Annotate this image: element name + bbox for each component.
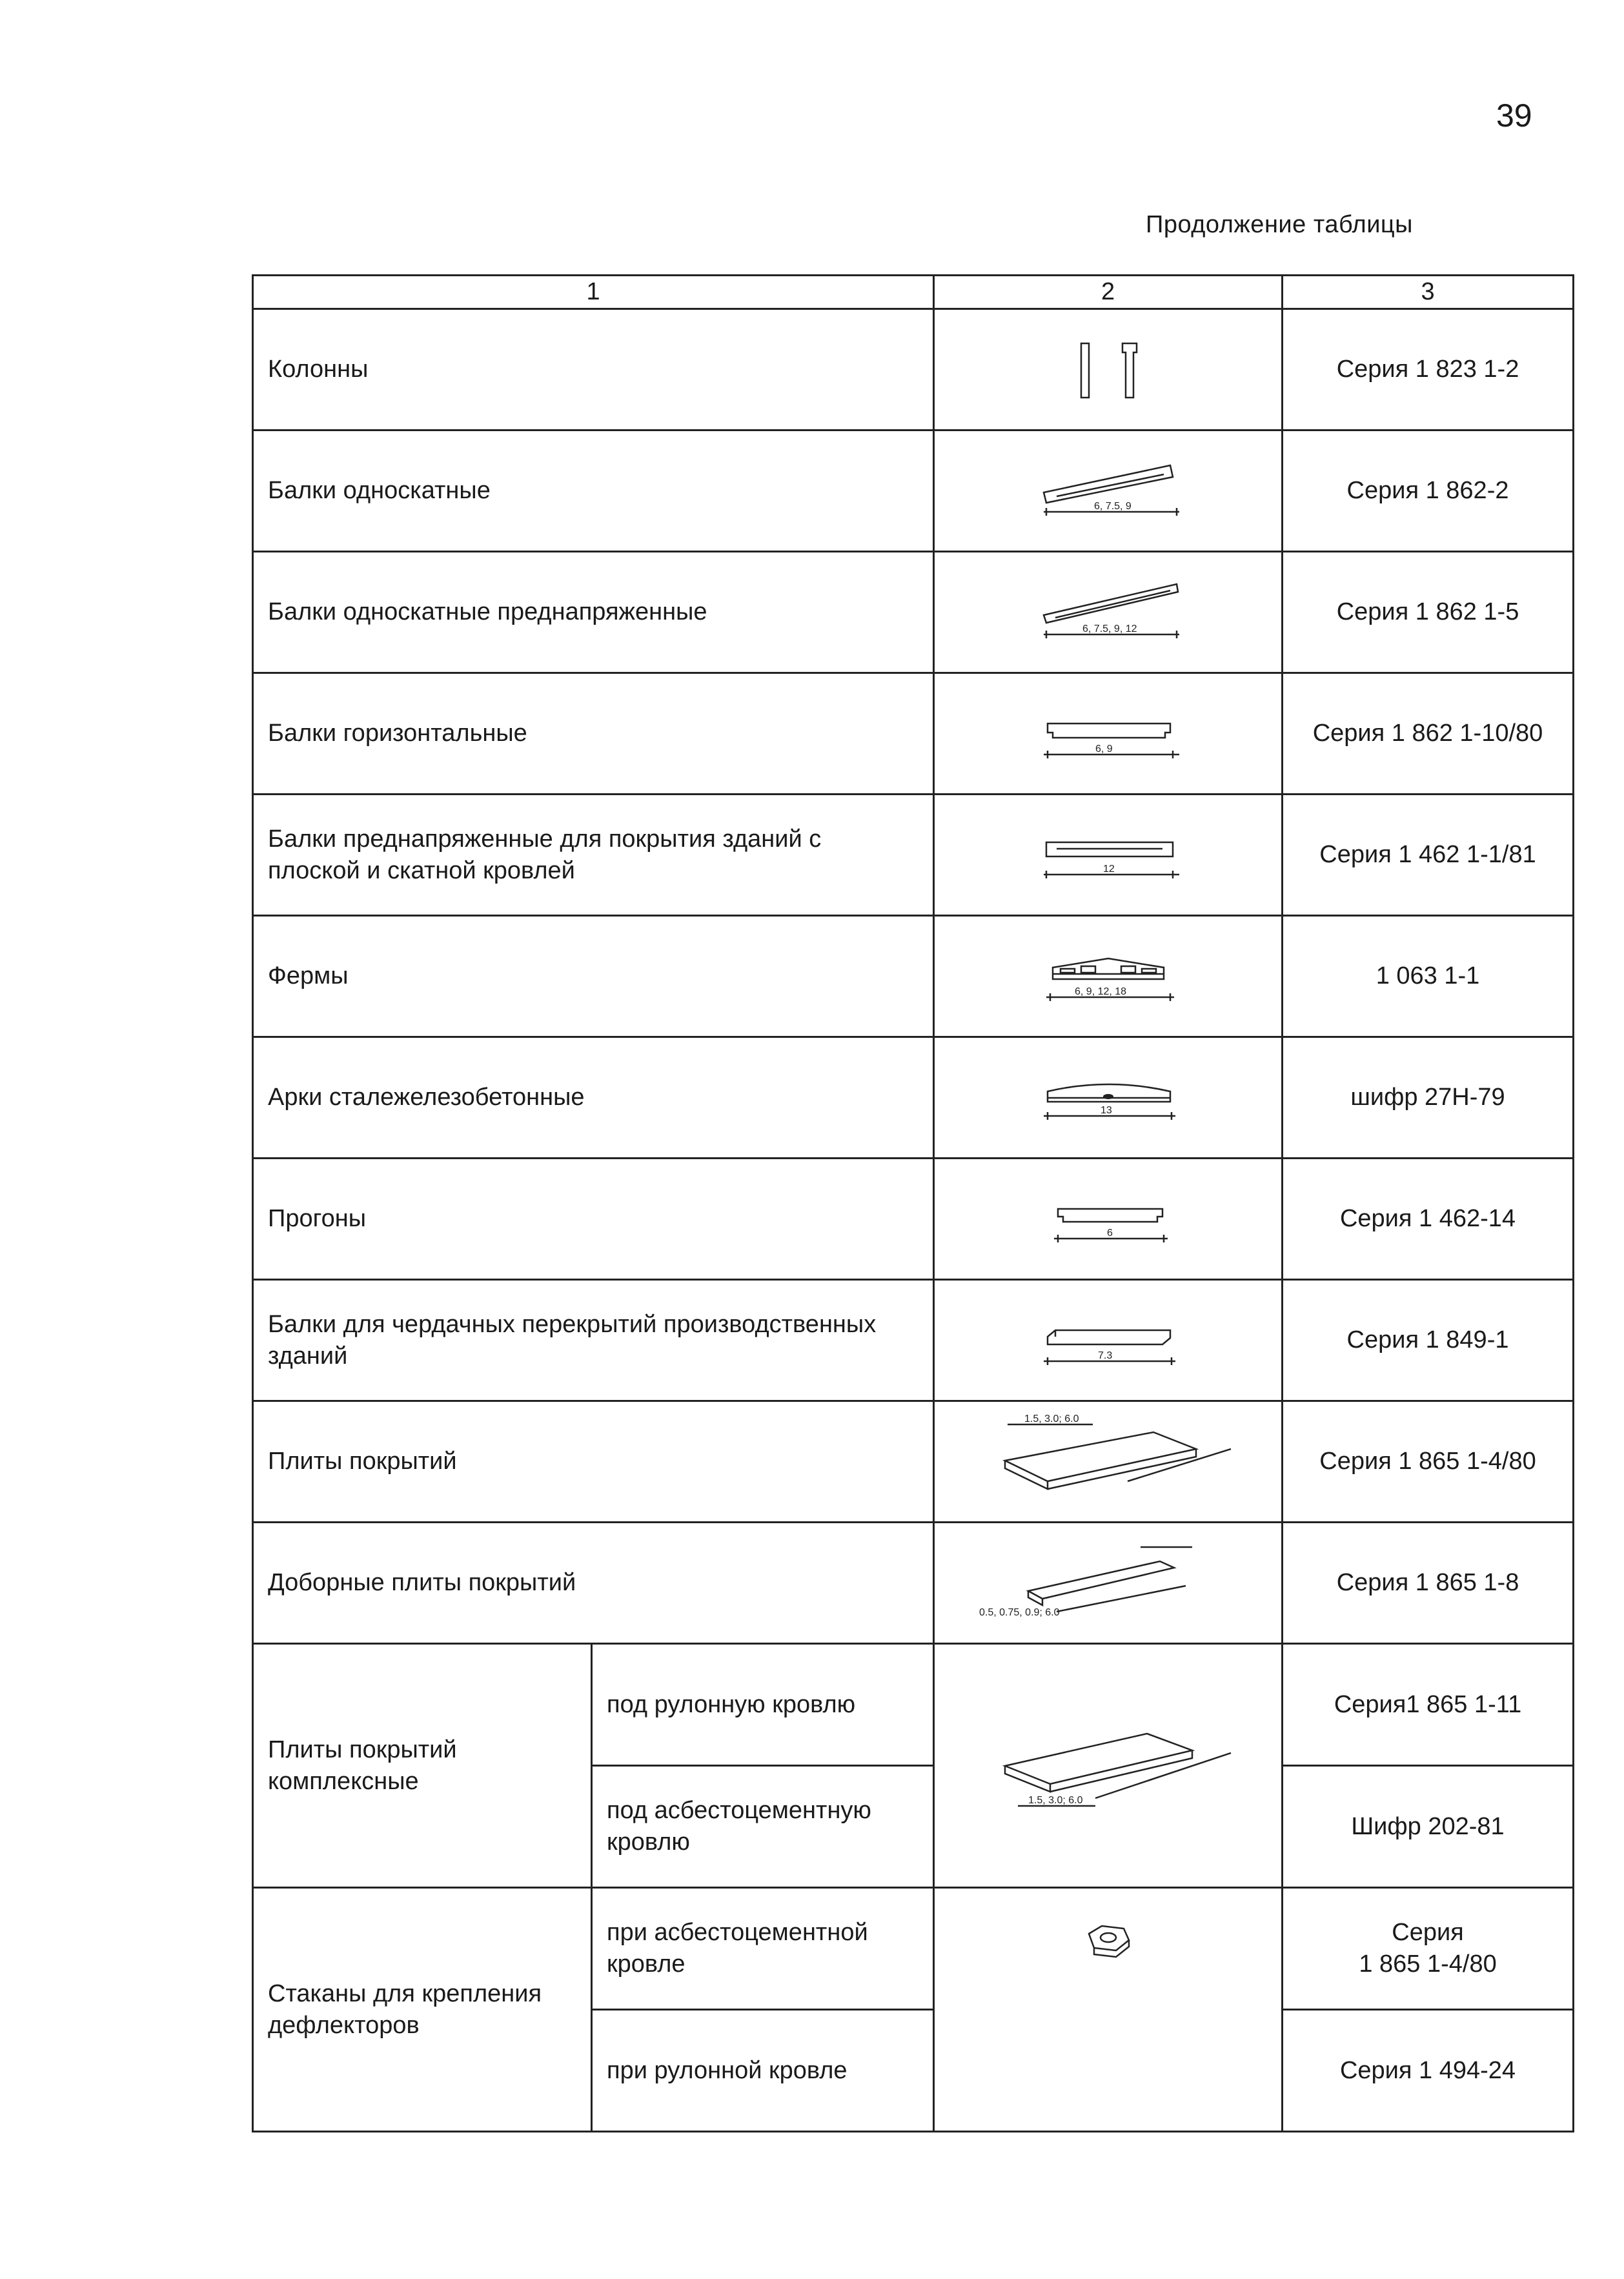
table-row — [253, 1037, 1574, 1159]
element-name: Стаканы для крепления дефлекторов — [253, 1888, 592, 2132]
table-row — [253, 309, 1574, 430]
truss-icon — [1018, 938, 1199, 1015]
dimension-label: 13 — [1100, 1104, 1112, 1116]
element-name: Балки односкатные преднапряженные — [253, 552, 934, 673]
table-row — [253, 673, 1574, 795]
element-name: Доборные плиты покрытий — [253, 1523, 934, 1644]
table-row — [253, 1280, 1574, 1401]
series-code: Серия 1 862 1-10/80 — [1283, 673, 1574, 795]
attic-floor-beam-icon — [1018, 1302, 1199, 1379]
roof-type: под рулонную кровлю — [592, 1644, 934, 1766]
sketch-cell — [934, 673, 1283, 795]
series-code: Серия 1 862 1-5 — [1283, 552, 1574, 673]
element-name: Фермы — [253, 916, 934, 1037]
sketch-cell — [934, 309, 1283, 430]
series-code: Серия 1 462 1-1/81 — [1283, 795, 1574, 916]
sketch-cell — [934, 1523, 1283, 1644]
sketch-cell — [934, 1401, 1283, 1523]
series-code: Серия 1 849-1 — [1283, 1280, 1574, 1401]
element-name: Плиты покрытий комплексные — [253, 1644, 592, 1888]
arch-icon — [1018, 1059, 1199, 1137]
table-row — [253, 552, 1574, 673]
catalog-table — [252, 274, 1574, 2132]
element-name: Балки горизонтальные — [253, 673, 934, 795]
series-code: Серия 1 823 1-2 — [1283, 309, 1574, 430]
series-code: шифр 27Н-79 — [1283, 1037, 1574, 1159]
element-name: Арки сталежелезобетонные — [253, 1037, 934, 1159]
element-name: Колонны — [253, 309, 934, 430]
purlin-icon — [1018, 1180, 1199, 1258]
roof-slab-icon — [966, 1410, 1250, 1514]
header-col-3: 3 — [1283, 276, 1574, 309]
page-number: 39 — [1496, 97, 1532, 134]
series-code: Серия 1 494-24 — [1283, 2010, 1574, 2132]
roof-type: под асбестоцементную кровлю — [592, 1766, 934, 1888]
header-col-2: 2 — [934, 276, 1283, 309]
table-row — [253, 916, 1574, 1037]
sketch-cell — [934, 916, 1283, 1037]
roof-type: при рулонной кровле — [592, 2010, 934, 2132]
prestressed-single-pitch-beam-icon — [1018, 574, 1199, 651]
dimension-label: 6, 9 — [1095, 743, 1113, 755]
deflector-cup-icon — [1070, 1914, 1147, 1972]
table-row — [253, 1644, 1574, 1766]
sketch-cell — [934, 1280, 1283, 1401]
series-code: 1 063 1-1 — [1283, 916, 1574, 1037]
element-name: Плиты покрытий — [253, 1401, 934, 1523]
dimension-label: 0.5, 0.75, 0.9; 6.0 — [979, 1606, 1060, 1618]
dimension-label: 7.3 — [1097, 1350, 1112, 1361]
table-header — [253, 276, 1574, 309]
table-row — [253, 1159, 1574, 1280]
columns-icon — [1044, 334, 1173, 405]
additional-roof-slab-icon — [966, 1532, 1250, 1635]
table-row — [253, 795, 1574, 916]
header-col-1: 1 — [253, 276, 934, 309]
dimension-label: 6, 7.5, 9 — [1093, 500, 1132, 512]
sketch-cell — [934, 1037, 1283, 1159]
series-code: Серия 1 865 1-4/80 — [1283, 1888, 1574, 2010]
table-caption: Продолжение таблицы — [1146, 211, 1413, 238]
sketch-cell — [934, 1159, 1283, 1280]
element-name: Балки односкатные — [253, 430, 934, 552]
prestressed-roof-beam-icon — [1018, 816, 1199, 894]
dimension-label: 1.5, 3.0; 6.0 — [1024, 1413, 1079, 1424]
dimension-label: 1.5, 3.0; 6.0 — [1028, 1794, 1083, 1806]
element-name: Балки для чердачных перекрытий производственных зданий — [253, 1280, 934, 1401]
table-row — [253, 1523, 1574, 1644]
sketch-cell — [934, 795, 1283, 916]
element-name: Прогоны — [253, 1159, 934, 1280]
table-row — [253, 1401, 1574, 1523]
dimension-label: 6, 9, 12, 18 — [1074, 986, 1126, 997]
roof-type: при асбестоцементной кровле — [592, 1888, 934, 2010]
sketch-cell — [934, 552, 1283, 673]
series-code: Серия 1 462-14 — [1283, 1159, 1574, 1280]
complex-roof-slab-icon — [966, 1708, 1250, 1824]
series-code: Серия 1 865 1-4/80 — [1283, 1401, 1574, 1523]
dimension-label: 6, 7.5, 9, 12 — [1082, 623, 1137, 634]
series-code: Шифр 202-81 — [1283, 1766, 1574, 1888]
series-code: Серия 1 862-2 — [1283, 430, 1574, 552]
sketch-cell — [934, 1888, 1283, 2132]
series-code: Серия1 865 1-11 — [1283, 1644, 1574, 1766]
sketch-cell — [934, 430, 1283, 552]
dimension-label: 6 — [1106, 1227, 1113, 1239]
dimension-label: 12 — [1102, 863, 1115, 875]
table-row — [253, 1888, 1574, 2010]
single-pitch-beam-icon — [1018, 452, 1199, 530]
sketch-cell — [934, 1644, 1283, 1888]
horizontal-beam-icon — [1018, 695, 1199, 773]
element-name: Балки преднапряженные для покрытия зданий с плоской и скатной кровлей — [253, 795, 934, 916]
series-code: Серия 1 865 1-8 — [1283, 1523, 1574, 1644]
table-row — [253, 430, 1574, 552]
